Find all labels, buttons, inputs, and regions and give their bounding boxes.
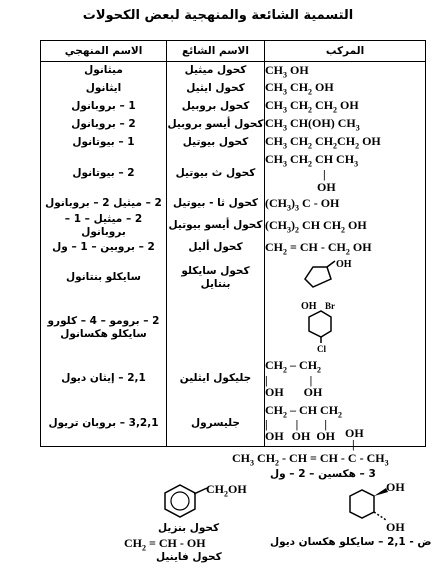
hexagon-shape xyxy=(165,485,195,517)
hydroxyl-label: OH xyxy=(303,384,323,399)
hexene-name: 3 – هكسين – 2 – ول xyxy=(270,468,376,480)
table-row xyxy=(41,213,426,239)
benzyl-group: $CH_2OH$ xyxy=(206,482,247,499)
page-title: التسمية الشائعة والمنهجية لبعض الكحولات xyxy=(82,8,354,23)
common-name: كحول ايثيل xyxy=(167,80,265,98)
vinyl-name: كحول فاينيل xyxy=(156,551,222,563)
compound-formula: $CH_3$ OH xyxy=(265,62,426,80)
cyclopentane-ring xyxy=(305,267,331,287)
compound-formula: $CH_2$ = CH - $CH_2$ OH xyxy=(265,239,426,257)
table-row xyxy=(41,357,426,401)
header-common-name: الاسم الشائع xyxy=(167,41,265,62)
iupac-name: 3,2,1 – بروبان تريول xyxy=(41,401,167,447)
table-row xyxy=(41,195,426,213)
hydroxyl-label: OH xyxy=(336,258,352,270)
common-name: كحول أيسو بيوتيل xyxy=(167,213,265,239)
formula-main-chain: $CH_2 - CH_2$ xyxy=(265,358,322,375)
hydroxyl-label: OH xyxy=(316,429,336,444)
common-name: كحول ميثيل xyxy=(167,62,265,80)
hydroxyl-label: OH xyxy=(386,480,405,494)
iupac-name: ايثانول xyxy=(41,80,167,98)
iupac-name: 1 – بيوتانول xyxy=(41,134,167,152)
cyclopentanol-structure xyxy=(265,257,415,295)
common-name xyxy=(167,299,265,357)
common-name: كحول ثا - بيوتيل xyxy=(167,195,265,213)
iupac-name: 2 – ميثيل – 1 – بروبانول xyxy=(41,213,167,239)
header-compound: المركب xyxy=(265,41,426,62)
iupac-name: 2 – بروبانول xyxy=(41,116,167,134)
bromo-label: Br xyxy=(325,300,335,311)
hydroxyl-label: OH xyxy=(301,300,317,312)
table-row xyxy=(41,62,426,80)
compound-formula: $(CH_3)_2$ CH $CH_2$ OH xyxy=(265,213,426,239)
vinyl-formula: $CH_2$ = CH - OH xyxy=(124,536,206,553)
cyclohexanediol-name: ض - 2,1 – سايكلو هكسان ديول xyxy=(270,536,432,548)
table-row xyxy=(41,152,426,195)
bond-line xyxy=(327,261,335,267)
common-name: كحول سايكلو بنتايل xyxy=(167,257,265,299)
table-row xyxy=(41,299,426,357)
common-name: كحول ث بيوتيل xyxy=(167,152,265,195)
hydroxyl-label: OH xyxy=(386,520,405,534)
iupac-name: 2 – بيوتانول xyxy=(41,152,167,195)
table-row xyxy=(41,80,426,98)
compound-formula: $CH_3$ $CH_2$ $CH_2CH_2$ OH xyxy=(265,134,426,152)
common-name: جليسرول xyxy=(167,401,265,447)
common-name: كحول أليل xyxy=(167,239,265,257)
compound-structure xyxy=(265,299,426,357)
alcohols-table xyxy=(40,40,426,447)
bromochlorocyclohexanol-structure xyxy=(265,299,415,353)
compound-formula: $CH_3$ CH(OH) $CH_3$ xyxy=(265,116,426,134)
compound-structure xyxy=(265,257,426,299)
table-row xyxy=(41,98,426,116)
extra-examples xyxy=(40,418,432,570)
common-name: كحول بيوتيل xyxy=(167,134,265,152)
bond-line: | xyxy=(323,166,326,181)
common-name: كحول أيسو بروبيل xyxy=(167,116,265,134)
iupac-name: 1 – بروبانول xyxy=(41,98,167,116)
table-header-row xyxy=(41,41,426,62)
hydroxyl-label: OH xyxy=(265,384,284,399)
compound-formula xyxy=(265,357,426,401)
table-row xyxy=(41,239,426,257)
hexene-formula: $CH_3$ $CH_2$ - CH = CH - C - $CH_3$ xyxy=(232,451,389,468)
common-name: جليكول ايثلين xyxy=(167,357,265,401)
cyclohexane-ring xyxy=(350,490,374,518)
hydroxyl-label: OH xyxy=(291,429,311,444)
iupac-name: 2,1 – إيثان ديول xyxy=(41,357,167,401)
aromatic-circle xyxy=(171,492,189,510)
compound-formula: $CH_3$ $CH_2$ $CH_2$ OH xyxy=(265,98,426,116)
cyclohexane-ring xyxy=(309,311,331,337)
iupac-name: 2 – برومو – 4 – كلورو سايكلو هكسانول xyxy=(41,299,167,357)
common-name: كحول بروبيل xyxy=(167,98,265,116)
hydroxyl-label: OH xyxy=(265,429,284,444)
formula-main-chain: $CH_2$ – CH $CH_2$ xyxy=(265,402,343,420)
table-row xyxy=(41,257,426,299)
table-row xyxy=(41,134,426,152)
formula-main-chain: $CH_3$ $CH_2$ CH $CH_3$ xyxy=(265,151,359,168)
formula-substituent: OH xyxy=(317,179,336,194)
benzyl-name: كحول بنزيل xyxy=(158,522,220,534)
iupac-name: ميثانول xyxy=(41,62,167,80)
bond-lines: | | xyxy=(265,372,313,387)
header-iupac-name: الاسم المنهجي xyxy=(41,41,167,62)
iupac-name: 2 – بروبين – 1 – ول xyxy=(41,239,167,257)
iupac-name: 2 – ميثيل 2 – بروبانول xyxy=(41,195,167,213)
formula-substituents xyxy=(265,385,425,400)
hash-bond xyxy=(374,512,386,520)
bond-line: | xyxy=(352,437,355,451)
compound-formula: $CH_3$ $CH_2$ OH xyxy=(265,80,426,98)
chloro-label: Cl xyxy=(317,343,326,353)
hydroxyl-label: OH xyxy=(345,426,364,440)
compound-formula xyxy=(265,152,426,195)
bond-lines: | | | xyxy=(265,417,327,432)
table-row xyxy=(41,116,426,134)
compound-formula: $(CH_3)_3$ C - OH xyxy=(265,195,426,213)
iupac-name: سايكلو بنتانول xyxy=(41,257,167,299)
